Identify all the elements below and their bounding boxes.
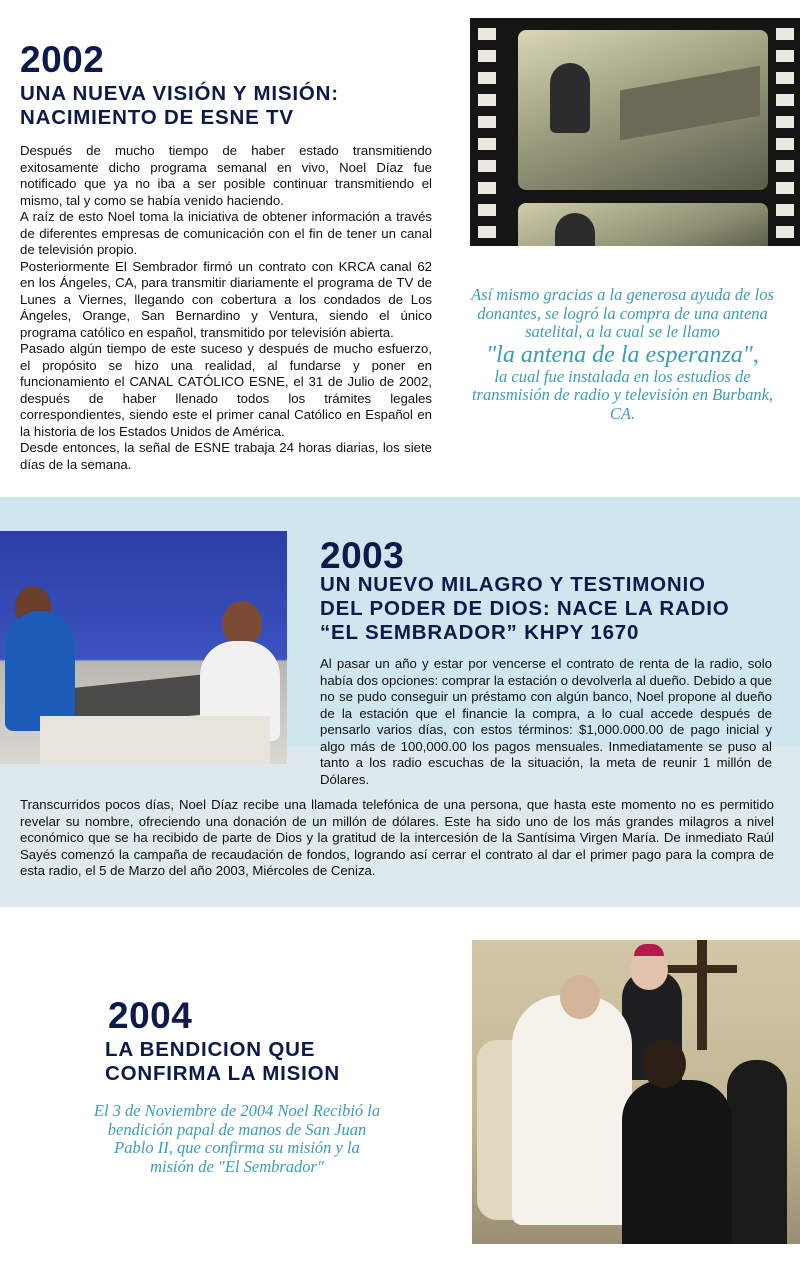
- heading-2004: [105, 1038, 340, 1086]
- papal-blessing-photo: [472, 940, 800, 1244]
- paragraph: Después de mucho tiempo de haber estado transmitiendo exitosamente dicho programa semanal en vivo, Noel Díaz fue notificado que ya no iba a ser posible continuar transmitiendo el mismo, tal y como se había venido haciendo.: [20, 143, 432, 208]
- body-2003-paragraph-1: Al pasar un año y estar por vencerse el contrato de renta de la radio, solo había dos opciones: comprar la estación o devolverla al dueño. Debido a que no se pudo conseguir un préstamo con algún banco, Noel propone al dueño de la estación que el financie la compra, a lo cual accede después de pensarlo varios días, con estos términos: $1,000.000.00 de pago inicial y algo más de 100,000.00 los pagos mensuales. Inmediatamente se puso al tanto a los radio escuchas de la situación, la meta de reunir 1 millón de Dólares.: [320, 656, 772, 787]
- heading-2003: [320, 573, 729, 645]
- body-2003-paragraph-2: Transcurridos pocos días, Noel Díaz recibe una llamada telefónica de una persona, que hasta este momento no es permitido revelar su nombre, ofreciendo una donación de un millón de dólares. Este ha sido uno de los más grandes milagros a nivel económico que se ha recibido de parte de Dios y la gratitud de la intercesión de la Santísima Virgen María. De inmediato Raúl Sayés comenzó la campaña de recaudación de fondos, logrando así cerrar el contrato al dar el primer pago para la compra de esta radio, el 5 de Marzo del año 2003, Miércoles de Ceniza.: [20, 797, 774, 878]
- paragraph: Pasado algún tiempo de este suceso y después de mucho esfuerzo, el propósito se hizo una realidad, al fundarse y poner en funcionamiento el CANAL CATÓLICO ESNE, el 31 de Julio de 2002, después de haber llenado todos los trámites legales correspondientes, siendo este el primer canal Católico en Español en la historia de los Estados Unidos de América.: [20, 341, 432, 439]
- quote-text-before: Así mismo gracias a la generosa ayuda de los donantes, se logró la compra de una antena satelital, a la cual se le llamo: [471, 285, 774, 341]
- paragraph: Posteriormente El Sembrador firmó un contrato con KRCA canal 62 en los Ángeles, CA, para transmitir diariamente el programa de TV de Lunes a Viernes, llegando con cobertura a los condados de Los Ángeles, Orange, San Bernardino y Ventura, siendo el único programa católico en español, transmitido por televisión abierta.: [20, 258, 432, 340]
- heading-2004-line-2: CONFIRMA LA MISION: [105, 1062, 340, 1085]
- paragraph: A raíz de esto Noel toma la iniciativa de obtener información a través de diferentes empresas de comunicación con el fin de tener un canal de televisión propio.: [20, 209, 432, 257]
- quote-highlight: "la antena de la esperanza",: [486, 341, 759, 368]
- heading-2003-line-1: UN NUEVO MILAGRO Y TESTIMONIO: [320, 573, 706, 596]
- paragraph: Desde entonces, la señal de ESNE trabaja 24 horas diarias, los siete días de la semana.: [20, 440, 432, 472]
- heading-2002: [20, 82, 339, 130]
- heading-2004-line-1: LA BENDICION QUE: [105, 1038, 316, 1061]
- heading-2003-line-2: DEL PODER DE DIOS: NACE LA RADIO: [320, 597, 730, 620]
- heading-2002-line-1: UNA NUEVA VISIÓN Y MISIÓN:: [20, 82, 339, 105]
- quote-2002: [470, 286, 775, 423]
- quote-2004: El 3 de Noviembre de 2004 Noel Recibió la bendición papal de manos de San Juan Pablo II, que confirma su misión y la misión de "El Sembrador": [93, 1101, 381, 1176]
- film-strip-photo: [470, 18, 800, 246]
- heading-2003-line-3: “EL SEMBRADOR” KHPY 1670: [320, 621, 640, 644]
- year-2003: 2003: [320, 535, 405, 576]
- body-2002: [20, 143, 432, 473]
- year-2004: 2004: [108, 995, 193, 1036]
- year-2002: 2002: [20, 39, 105, 80]
- quote-text-after: la cual fue instalada en los estudios de transmisión de radio y televisión en Burbank, CA.: [471, 366, 774, 423]
- heading-2002-line-2: NACIMIENTO DE ESNE TV: [20, 106, 294, 129]
- radio-studio-photo: [0, 531, 287, 764]
